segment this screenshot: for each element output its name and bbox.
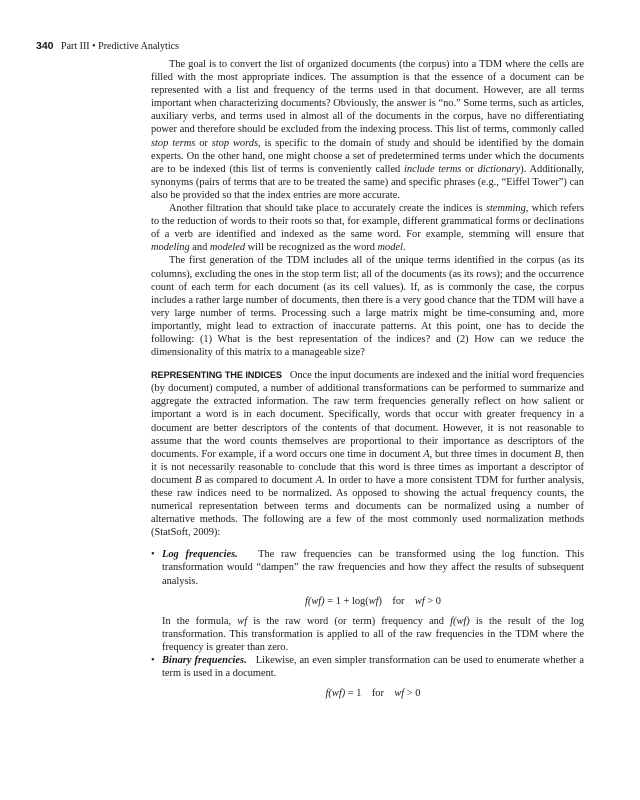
term-stemming: stemming	[485, 203, 526, 215]
paragraph-representing-indices: REPRESENTING THE INDICES Once the input documents are indexed and the initial word frequencies (by document) computed, a number of additional transformations can be performed to summarize and aggregate the extracted information. The raw term frequencies generally reflect on how salient or important a word is in each document. Specifically, words that occur with greater frequency in a document are better descriptors of the contents of that document. However, it is not reasonable to assume that the word counts themselves are proportional to their importance as descriptors of the documents. For example, if a word occurs one time in document A, but three times in document B, then it is not necessarily reasonable to conclude that this word is three times as important a descriptor of document B as compared to document A. In order to have a more consistent TDM for further analysis, these raw indices need to be normalized. As opposed to showing the actual frequency counts, the numerical representation between terms and documents can be normalized using a number of alternative methods. The following are a few of the most commonly used normalization methods (StatSoft, 2009):	[151, 370, 585, 539]
page-number: 340	[36, 40, 54, 52]
body-text	[151, 58, 584, 707]
bullet-title: Binary frequencies.	[162, 655, 247, 667]
term-stop-terms: stop terms	[151, 137, 196, 149]
term-stop-words: stop words	[211, 137, 258, 149]
equation-log: f(wf) = 1 + log(wf) for wf > 0	[305, 595, 441, 607]
term-model: model	[377, 242, 403, 254]
term-dictionary: dictionary	[477, 163, 521, 175]
bullet-title: Log frequencies.	[162, 549, 238, 561]
running-head-text: Part III • Predictive Analytics	[61, 41, 179, 52]
log-explanation: In the formula, wf is the raw word (or term) frequency and f(wf) is the result of the log transformation. This transformation is applied to all of the raw frequencies in the TDM where the frequency is greater than zero.	[162, 615, 584, 653]
term-modeling: modeling	[151, 242, 190, 254]
section-heading: REPRESENTING THE INDICES	[151, 370, 282, 381]
paragraph-tdm-generation: The first generation of the TDM includes all of the unique terms identified in the corpus (as its columns), excluding the ones in the stop term list; all of the documents (as its rows); and the occurrence count of each term for each document (as its cell values). If, as is commonly the case, the corpus includes a rather large number of documents, then there is a very good chance that the TDM will have a very large number of terms. Processing such a large matrix might be time-consuming and, more importantly, might lead to extraction of inaccurate patterns. At this point, one has to decide the following: (1) What is the best representation of the indices? and (2) How can we reduce the dimensionality of this matrix to a manageable size?	[151, 255, 584, 359]
normalization-methods-list	[151, 548, 584, 700]
bullet-icon: •	[151, 549, 155, 561]
term-modeled: modeled	[209, 242, 246, 254]
paragraph-stop-terms: The goal is to convert the list of organized documents (the corpus) into a TDM where the cells are filled with the most appropriate indices. The assumption is that the essence of a document can be represented with a list and frequency of the terms used in that document. However, are all terms important when characterizing documents? Obviously, the answer is “no.” Some terms, such as articles, auxiliary verbs, and terms used in almost all of the documents in the corpus, have no differentiating power and therefore should be excluded from the indexing process. This list of terms, commonly called stop terms or stop words, is specific to the domain of study and should be identified by the domain experts. On the other hand, one might choose a set of predetermined terms under which the documents are to be indexed (this list of terms is conveniently called include terms or dictionary). Additionally, synonyms (pairs of terms that are to be treated the same) and specific phrases (e.g., “Eiffel Tower”) can also be provided so that the index entries are more accurate.	[151, 59, 584, 201]
list-item-log-frequencies: • Log frequencies. The raw frequencies can be transformed using the log function. This transformation would “dampen” the raw frequencies and how they affect the results of subsequent analysis. f(wf) = 1 + log(wf) for wf > 0 In the formula, wf is the raw word (or term) frequency and f(wf) is the result of the log transformation. This transformation is applied to all of the raw frequencies in the TDM where the frequency is greater than zero.	[151, 549, 584, 653]
paragraph-stemming: Another filtration that should take place to accurately create the indices is stemming, which refers to the reduction of words to their roots so that, for example, different grammatical forms or declinations of a verb are identified and indexed as the same word. For example, stemming will ensure that modeling and modeled will be recognized as the word model.	[151, 203, 584, 254]
list-item-binary-frequencies: • Binary frequencies. Likewise, an even simpler transformation can be used to enumerate whether a term is used in a document. f(wf) = 1 for wf > 0	[151, 655, 585, 700]
running-header	[36, 40, 179, 52]
term-include-terms: include terms	[404, 163, 462, 175]
bullet-icon: •	[151, 655, 155, 667]
equation-binary: f(wf) = 1 for wf > 0	[325, 688, 421, 700]
